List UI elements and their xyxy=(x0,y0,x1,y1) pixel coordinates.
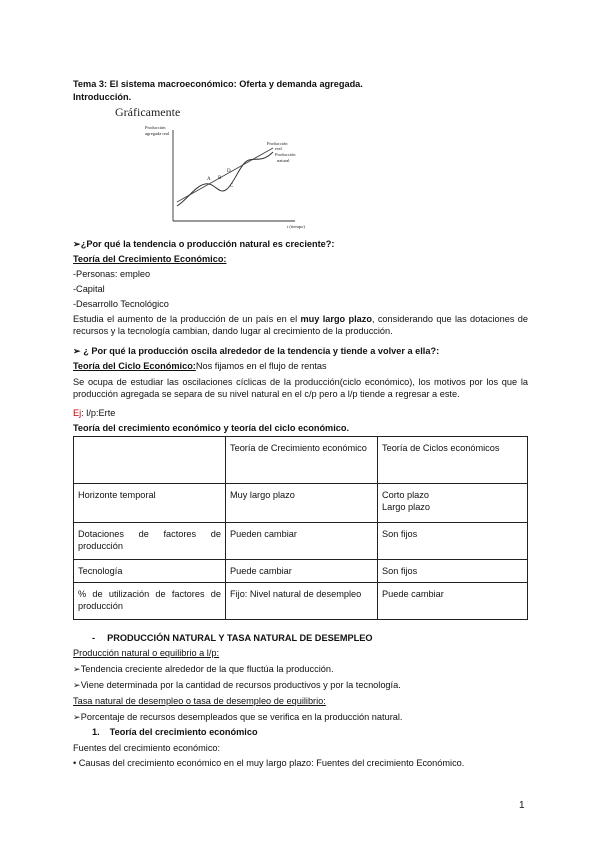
point-label-b: B xyxy=(218,176,222,181)
table-header-growth: Teoría de Crecimiento económico xyxy=(226,437,378,484)
growth-item-employment: -Personas: empleo xyxy=(73,269,151,279)
table-row xyxy=(74,484,528,523)
cycle-question: ➢ ¿ Por qué la producción oscila alrededor de la tendencia y tiende a volver a ella?: xyxy=(73,346,440,356)
arrow-bullet-icon: ➢ xyxy=(73,664,81,674)
table-cell-cycle: Puede cambiar xyxy=(378,583,528,620)
curve-label-4: natural xyxy=(277,158,290,163)
production-chart-figure xyxy=(115,104,325,230)
point-label-a: A xyxy=(207,177,211,182)
real-output-curve xyxy=(177,152,273,206)
table-header-cycle: Teoría de Ciclos económicos xyxy=(378,437,528,484)
x-axis-label: t (tiempo) xyxy=(287,224,305,229)
table-header-empty xyxy=(74,437,226,484)
natural-production-heading: - PRODUCCIÓN NATURAL Y TASA NATURAL DE DESEMPLEO xyxy=(92,633,373,643)
example-line: Ej: l/p:Erte xyxy=(73,408,116,418)
growth-paragraph: Estudia el aumento de la producción de un país en el muy largo plazo, considerando que las dotaciones de recursos y la tecnología cambian, dando lugar al crecimiento de la producción. xyxy=(73,314,528,336)
y-axis-label-2: agregada real xyxy=(145,131,170,136)
document-title: Tema 3: El sistema macroeconómico: Oferta y demanda agregada. xyxy=(73,79,363,89)
natural-production-item: ➢Tendencia creciente alrededor de la que fluctúa la producción. xyxy=(73,664,334,674)
natural-unemployment-subtitle: Tasa natural de desempleo o tasa de desempleo de equilibrio: xyxy=(73,696,326,706)
table-cell-growth: Pueden cambiar xyxy=(226,523,378,560)
table-title: Teoría del crecimiento económico y teoría del ciclo económico. xyxy=(73,423,350,433)
arrow-bullet-icon: ➢ xyxy=(73,239,81,249)
arrow-bullet-icon: ➢ xyxy=(73,346,81,356)
table-cell-label: % de utilización de factores de producción xyxy=(74,583,226,620)
natural-production-item: ➢Viene determinada por la cantidad de recursos productivos y por la tecnología. xyxy=(73,680,401,690)
natural-production-subtitle: Producción natural o equilibrio a l/p: xyxy=(73,648,220,658)
table-cell-cycle: Son fijos xyxy=(378,523,528,560)
curve-label-1: Producción xyxy=(267,141,288,146)
figure-caption: Gráficamente xyxy=(115,105,181,119)
table-cell-cycle: Corto plazo Largo plazo xyxy=(378,484,528,523)
natural-unemployment-item: ➢Porcentaje de recursos desempleados que se verifica en la producción natural. xyxy=(73,712,403,722)
y-axis-label-1: Producción xyxy=(145,125,166,130)
table-cell-growth: Puede cambiar xyxy=(226,560,378,583)
table-cell-label: Dotaciones de factores de producción xyxy=(74,523,226,560)
intro-heading: Introducción. xyxy=(73,92,132,102)
table-cell-cycle: Son fijos xyxy=(378,560,528,583)
table-cell-label: Horizonte temporal xyxy=(74,484,226,523)
cycle-paragraph: Se ocupa de estudiar las oscilaciones cíclicas de la producción(ciclo económico), los motivos por los que la producción agregada se separa de su nivel natural en el c/p pero a l/p tiende a regresar a este. xyxy=(73,377,528,399)
growth-item-technology: -Desarrollo Tecnológico xyxy=(73,299,169,309)
table-header-row xyxy=(74,437,528,484)
arrow-bullet-icon: ➢ xyxy=(73,680,81,690)
growth-item-capital: -Capital xyxy=(73,284,105,294)
numbered-heading: 1. Teoría del crecimiento económico xyxy=(92,727,258,737)
table-cell-growth: Fijo: Nivel natural de desempleo xyxy=(226,583,378,620)
curve-label-3: Producción xyxy=(275,152,296,157)
table-cell-growth: Muy largo plazo xyxy=(226,484,378,523)
growth-causes-line: • Causas del crecimiento económico en el muy largo plazo: Fuentes del crecimiento Económico. xyxy=(73,758,465,768)
table-row xyxy=(74,560,528,583)
arrow-bullet-icon: ➢ xyxy=(73,712,81,722)
comparison-table xyxy=(73,436,528,620)
curve-label-2: real xyxy=(275,146,282,151)
growth-theory-title: Teoría del Crecimiento Económico: xyxy=(73,254,227,264)
point-label-c: C xyxy=(230,184,234,189)
trend-line xyxy=(177,148,273,202)
table-cell-label: Tecnología xyxy=(74,560,226,583)
cycle-theory-line: Teoría del Ciclo Económico:Nos fijamos en el flujo de rentas xyxy=(73,361,327,371)
table-row xyxy=(74,523,528,560)
page-number: 1 xyxy=(519,800,525,811)
growth-question: ➢¿Por qué la tendencia o producción natural es creciente?: xyxy=(73,239,335,249)
point-label-d: D xyxy=(227,169,231,174)
table-row xyxy=(74,583,528,620)
growth-sources-line: Fuentes del crecimiento económico: xyxy=(73,743,221,753)
